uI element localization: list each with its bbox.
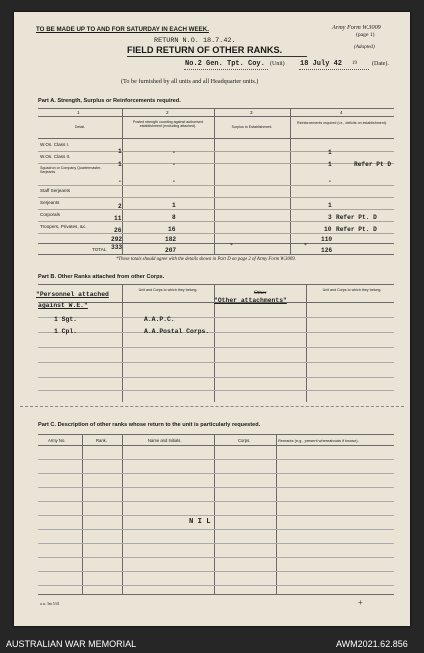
est-troopers-a: 16 [168, 226, 176, 233]
est-troopers-b: 182 [165, 236, 177, 243]
unit-dotline [184, 69, 268, 70]
reinf-cqms: - [328, 178, 332, 185]
row-detail-wo2: W.Os. Class II. [40, 154, 71, 159]
col-header-detail: Detail. [74, 125, 86, 129]
total-bottom-rule [38, 254, 394, 255]
posted-troopers-b: 292 [111, 236, 123, 243]
est-corporals: 8 [172, 214, 176, 221]
print-code: a.w. 3m 5/41 [40, 602, 60, 606]
part-b-col-header-1: Unit and Corps to which they belong. [138, 288, 198, 292]
posted-corporals: 11 [114, 215, 122, 222]
row-rule [38, 185, 394, 186]
row-rule [38, 197, 394, 198]
posted-troopers-a: 26 [114, 227, 122, 234]
part-c-col-rule-2 [122, 434, 123, 594]
total-top-rule [38, 243, 394, 244]
col-header-reinforcements: Reinforcements required (i.e., deficits on establishment). [297, 121, 387, 125]
part-c-header-rule [38, 445, 394, 446]
part-a-footnote: *These totals should agree with the details shown in Part D on page 2 of Army Form W.3009. [116, 257, 296, 262]
row-detail-wo1: W.Os. Class I. [40, 142, 70, 147]
part-b-row-rule [38, 347, 394, 348]
typed-return-number: RETURN N.O. 18.7.42. [154, 37, 236, 45]
typed-other-attachments: "Other attachments" [214, 297, 287, 304]
row-rule [38, 221, 394, 222]
part-c-col-corps: Corps. [238, 438, 251, 443]
row-detail-sjts: Serjeants [40, 200, 60, 205]
archive-footer [0, 636, 424, 653]
part-b-row-rule [38, 390, 394, 391]
col-number-4: 4 [340, 110, 343, 115]
part-b-row-rule [38, 377, 394, 378]
part-c-top-rule [38, 434, 394, 435]
part-b-struck-word: Other [254, 290, 267, 296]
col-number-3: 3 [250, 110, 253, 115]
title-underline [127, 56, 307, 57]
adapted-note: (Adapted) [354, 44, 375, 50]
footer-institution: AUSTRALIAN WAR MEMORIAL [6, 639, 137, 649]
date-typed: 18 July 42 [300, 60, 343, 68]
part-c-row-rule [38, 543, 394, 544]
part-c-row-rule [38, 529, 394, 530]
part-a-header-rule [38, 138, 394, 139]
asterisk-mark: * [304, 243, 307, 249]
est-total: 207 [165, 247, 177, 254]
part-b-row-rule [38, 332, 394, 333]
row-detail-corporals: Corporals [40, 212, 60, 217]
fold-line [20, 406, 404, 407]
reinf-wo2: 1 [328, 161, 332, 168]
furnished-note: (To be furnished by all units and all Headquarter units.) [121, 78, 259, 85]
remark-troopers: Refer Pt. D [336, 226, 377, 233]
remark-wo2: Refer Pt D [354, 161, 392, 168]
reinf-total: 126 [321, 247, 333, 254]
est-cqms: - [172, 178, 176, 185]
posted-wo2: 1 [118, 161, 122, 168]
posted-wo1: 1 [118, 148, 122, 155]
posted-total: 333 [111, 244, 123, 251]
col-header-posted: Posted strength counting against authorised establishment (excluding attached). [132, 120, 204, 129]
col-header-surplus: Surplus to Establishment. [231, 125, 273, 129]
footer-accession-number: AWM2021.62.856 [336, 639, 408, 649]
form-name: Army Form W.3009 [332, 24, 381, 31]
part-c-col-remarks: Remarks (e.g., present whereabouts if known). [278, 438, 359, 443]
form-sheet [14, 12, 410, 626]
date-dotline [299, 69, 369, 70]
part-c-bottom-rule [38, 594, 394, 595]
reinf-troopers-b: 110 [321, 236, 333, 243]
part-c-col-rule-3 [214, 434, 215, 594]
typed-unit-aapc: A.A.P.C. [144, 316, 175, 323]
row-rule [38, 151, 394, 152]
part-c-row-rule [38, 501, 394, 502]
part-b-heading: Part B. Other Ranks attached from other Corps. [38, 274, 165, 280]
part-b-row-rule [38, 362, 394, 363]
reinf-wo1: 1 [328, 149, 332, 156]
row-detail-staff-sjts: Staff Serjeants [40, 188, 71, 193]
part-c-col-name: Name and Initials. [148, 438, 182, 443]
row-detail-cqms: Squadron or Company Quartermaster-Serjeants [40, 166, 102, 175]
posted-sjts: 2 [118, 203, 122, 210]
unit-label: (Unit) [270, 61, 285, 67]
reinf-troopers-a: 10 [324, 226, 332, 233]
date-label: (Date). [372, 61, 389, 67]
top-note: TO BE MADE UP TO AND FOR SATURDAY IN EACH WEEK. [36, 26, 209, 33]
row-rule [38, 209, 394, 210]
part-b-row-rule [38, 317, 394, 318]
typed-unit-postal: A.A.Postal Corps. [144, 328, 210, 335]
form-page: (page 1) [356, 32, 375, 38]
col-number-1: 1 [77, 110, 80, 115]
form-title: FIELD RETURN OF OTHER RANKS. [127, 45, 283, 55]
part-a-heading: Part A. Strength, Surplus or Reinforcements required. [38, 98, 181, 104]
typed-rank-sgt: 1 Sgt. [54, 316, 78, 323]
date-year-prefix: 19 [352, 61, 357, 66]
typed-personnel-line1: "Personnel attached [36, 291, 109, 298]
stray-mark: + [358, 598, 363, 607]
typed-personnel-line2: against W.E." [38, 302, 88, 309]
part-c-row-rule [38, 459, 394, 460]
total-label: TOTAL [92, 247, 107, 252]
reinf-corporals: 3 [328, 214, 332, 221]
part-c-col-rank: Rank. [96, 438, 107, 443]
part-a-numbers-rule [38, 116, 394, 117]
part-c-row-rule [38, 571, 394, 572]
row-rule [38, 163, 394, 164]
part-c-col-rule-4 [276, 434, 277, 594]
typed-rank-cpl: 1 Cpl. [54, 328, 78, 335]
part-c-col-rule-1 [82, 434, 83, 594]
est-sjts: 1 [172, 202, 176, 209]
part-c-row-rule [38, 473, 394, 474]
reinf-sjts: 1 [328, 202, 332, 209]
typed-nil: N I L [189, 518, 211, 526]
est-wo1: - [172, 149, 176, 156]
asterisk-mark: * [230, 243, 233, 249]
part-c-row-rule [38, 585, 394, 586]
est-wo2: - [172, 161, 176, 168]
unit-typed: No.2 Gen. Tpt. Coy. [185, 60, 265, 68]
part-a-top-rule [38, 108, 394, 109]
part-c-row-rule [38, 487, 394, 488]
row-rule [38, 233, 394, 234]
part-c-row-rule [38, 515, 394, 516]
part-b-col-header-2: Unit and Corps to which they belong. [322, 288, 382, 292]
col-number-2: 2 [166, 110, 169, 115]
part-c-heading: Part C. Description of other ranks whose return to the unit is particularly requested. [38, 422, 261, 428]
posted-cqms: - [118, 178, 122, 185]
part-c-row-rule [38, 557, 394, 558]
remark-corporals: Refer Pt. D [336, 214, 377, 221]
row-detail-troopers: Troopers, Privates, &c. [40, 224, 87, 229]
part-c-col-army-no: Army No. [48, 438, 66, 443]
part-b-top-rule [38, 284, 394, 285]
